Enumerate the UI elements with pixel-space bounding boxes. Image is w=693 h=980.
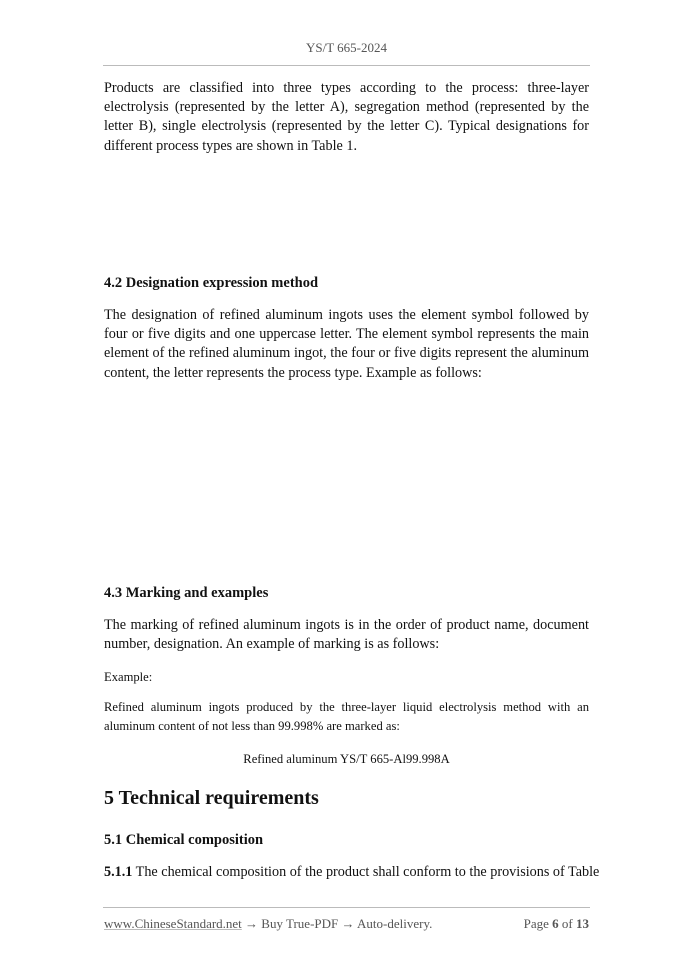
section-4-2-text: The designation of refined aluminum ingots uses the element symbol followed by four or five digits and one uppercase letter. The element symbol represents the main element of the refined aluminum ingot, the four or five digits represent the aluminum content, the letter represents the process type. Example as follows: bbox=[104, 307, 589, 381]
clause-number: 5.1.1 bbox=[104, 864, 133, 880]
clause-text: The chemical composition of the product shall conform to the provisions of Table bbox=[132, 864, 600, 880]
page-number bbox=[524, 916, 589, 932]
example-label: Example: bbox=[104, 670, 153, 684]
section-5-1-1-text bbox=[104, 863, 600, 882]
page-label: Page bbox=[523, 916, 553, 931]
header-rule bbox=[103, 65, 590, 66]
marking-example: Refined aluminum YS/T 665-Al99.998A bbox=[243, 752, 450, 766]
section-5-heading: 5 Technical requirements bbox=[104, 787, 319, 809]
section-4-2-heading: 4.2 Designation expression method bbox=[104, 275, 319, 291]
website-link[interactable]: www.ChineseStandard.net bbox=[104, 916, 242, 931]
header-doc-id: YS/T 665-2024 bbox=[305, 40, 387, 55]
section-5-1-heading: 5.1 Chemical composition bbox=[104, 832, 264, 848]
promo-text: → Buy True-PDF → Auto-delivery. bbox=[241, 916, 433, 931]
section-4-3-heading: 4.3 Marking and examples bbox=[104, 585, 269, 601]
footer-rule bbox=[103, 907, 590, 908]
section-4-3-text: The marking of refined aluminum ingots is in the order of product name, document number, designation. An example of marking is as follows: bbox=[104, 617, 589, 653]
footer-promo bbox=[104, 916, 432, 932]
of-label: of bbox=[558, 916, 576, 931]
current-page: 6 bbox=[552, 916, 559, 931]
total-pages: 13 bbox=[576, 916, 589, 931]
intro-paragraph: Products are classified into three types according to the process: three-layer electrolysis (represented by the letter A), segregation method (represented by the letter B), single electrolysis (represented by the letter C). Typical designations for different process types are shown in Table 1. bbox=[104, 80, 589, 154]
example-text: Refined aluminum ingots produced by the three-layer liquid electrolysis method with an aluminum content of not less than 99.998% are marked as: bbox=[104, 700, 589, 733]
